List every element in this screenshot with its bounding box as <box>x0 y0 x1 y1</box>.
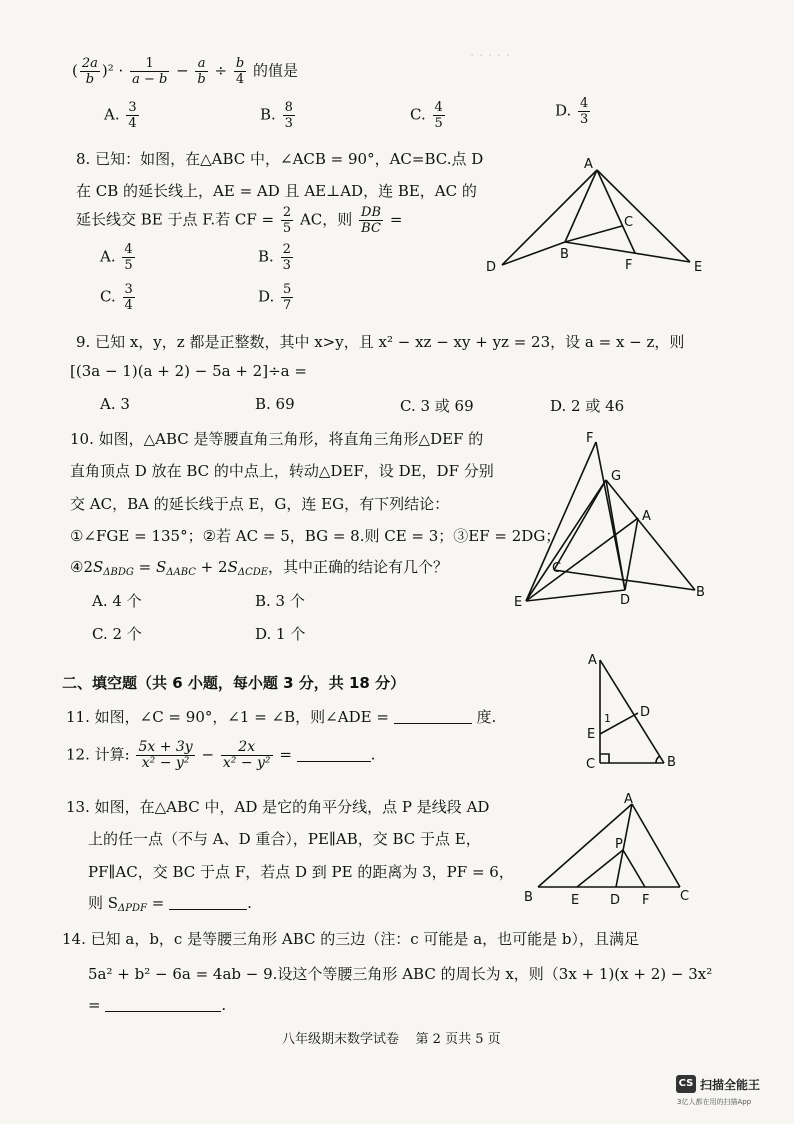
q13-answer-blank[interactable] <box>169 895 247 910</box>
q8-label-f: F <box>625 258 633 273</box>
q13-label-b: B <box>524 890 533 905</box>
q7-tail: 的值是 <box>252 61 298 80</box>
q11-label-c: C <box>586 757 596 772</box>
q13-label-a: A <box>624 792 633 807</box>
q8-option-b[interactable]: B. $\frac{2}{3}$ <box>258 242 291 273</box>
q10-label-g: G <box>611 469 622 484</box>
q13-label-p: P <box>615 837 623 852</box>
q10-label-b: B <box>696 585 705 600</box>
q9-line2: [(3a − 1)(a + 2) − 5a + 2]÷a = <box>70 362 307 380</box>
q8-figure <box>480 150 720 280</box>
q8-line3: 延长线交 BE 于点 F.若 CF = $\frac{2}{5}$ AC，则 $\frac{DB}{BC}$ = <box>76 205 403 236</box>
scanner-logo-icon: CS <box>676 1075 696 1093</box>
q11-label-a: A <box>588 653 597 668</box>
q7-option-d[interactable]: D. $\frac{4}{3}$ <box>555 96 589 127</box>
q10-label-a: A <box>642 509 651 524</box>
q14-answer-blank[interactable] <box>105 997 221 1012</box>
q8-option-a[interactable]: A. $\frac{4}{5}$ <box>100 242 133 273</box>
q10-line3: 交 AC，BA 的延长线于点 E，G，连 EG，有下列结论： <box>70 495 450 513</box>
q14-line3: = . <box>88 996 227 1014</box>
q9-option-d[interactable]: D. 2 或 46 <box>550 397 625 415</box>
q10-option-a[interactable]: A. 4 个 <box>92 592 142 610</box>
q10-label-e: E <box>514 595 523 610</box>
q8-line1: 8. 已知：如图，在△ABC 中，∠ACB = 90°，AC=BC.点 D <box>76 150 484 168</box>
q14-line2: 5a² + b² − 6a = 4ab − 9.设这个等腰三角形 ABC 的周长为 x，则（3x + 1)(x + 2) − 3x² <box>88 965 713 983</box>
q10-figure <box>508 430 708 610</box>
q11-label-e: E <box>587 727 596 742</box>
q8-label-b: B <box>560 247 569 262</box>
page-footer: 八年级期末数学试卷 第 2 页共 5 页 <box>282 1032 501 1047</box>
bleed-through-text: · · · · · <box>470 48 511 64</box>
q11-label-angle1: 1 <box>604 712 611 725</box>
q12-answer-blank[interactable] <box>297 747 371 762</box>
q8-label-d: D <box>486 260 497 275</box>
q13-label-f: F <box>642 893 650 908</box>
scanner-watermark-subtitle: 3亿人都在用的扫描App <box>677 1098 752 1106</box>
q10-option-b[interactable]: B. 3 个 <box>255 592 305 610</box>
section-2-title: 二、填空题（共 6 小题，每小题 3 分，共 18 分） <box>62 674 406 692</box>
q7-option-a[interactable]: A. $\frac{3}{4}$ <box>104 100 137 131</box>
scanner-watermark-title: 扫描全能王 <box>700 1078 761 1092</box>
q8-line2: 在 CB 的延长线上，AE = AD 且 AE⊥AD，连 BE，AC 的 <box>76 182 477 200</box>
q10-label-d: D <box>620 593 631 608</box>
q9-option-b[interactable]: B. 69 <box>255 395 295 413</box>
q8-option-c[interactable]: C. $\frac{3}{4}$ <box>100 282 133 313</box>
q10-label-f: F <box>586 431 594 446</box>
q9-option-c[interactable]: C. 3 或 69 <box>400 397 474 415</box>
q8-label-c: C <box>624 215 634 230</box>
q9-option-a[interactable]: A. 3 <box>100 395 130 413</box>
q11-label-b: B <box>667 755 676 770</box>
q13-label-d: D <box>610 893 621 908</box>
q13-line4: 则 $S_{\Delta PDF}$ = . <box>88 894 252 914</box>
q14-line1: 14. 已知 a，b，c 是等腰三角形 ABC 的三边（注：c 可能是 a，也可能是 b），且满足 <box>62 930 640 948</box>
q7-option-c[interactable]: C. $\frac{4}{5}$ <box>410 100 443 131</box>
q8-label-a: A <box>584 157 593 172</box>
q11-answer-blank[interactable] <box>394 709 472 724</box>
q7-expression: ( $\frac{2a}{b}$ )² · $\frac{1}{a - b}$ − $\frac{a}{b}$ ÷ $\frac{b}{4}$ 的值是 <box>72 56 298 87</box>
q10-line4: ①∠FGE = 135°；②若 AC = 5，BG = 8.则 CE = 3；③EF = 2DG； <box>70 527 561 545</box>
q13-line3: PF∥AC，交 BC 于点 F，若点 D 到 PE 的距离为 3，PF = 6， <box>88 863 514 881</box>
q13-line1: 13. 如图，在△ABC 中，AD 是它的角平分线，点 P 是线段 AD <box>66 798 490 816</box>
q10-line2: 直角顶点 D 放在 BC 的中点上，转动△DEF，设 DE，DF 分别 <box>70 462 494 480</box>
q11-text: 11. 如图，∠C = 90°，∠1 = ∠B，则∠ADE = 度. <box>66 708 497 726</box>
q11-label-d: D <box>640 705 651 720</box>
q9-line1: 9. 已知 x，y，z 都是正整数，其中 x>y，且 x² − xz − xy + yz = 23，设 a = x − z，则 <box>76 333 685 351</box>
q8-label-e: E <box>694 260 703 275</box>
q10-line1: 10. 如图，△ABC 是等腰直角三角形，将直角三角形△DEF 的 <box>70 430 484 448</box>
q11-figure <box>580 648 690 772</box>
q13-line2: 上的任一点（不与 A、D 重合），PE∥AB，交 BC 于点 E， <box>88 830 481 848</box>
q10-option-d[interactable]: D. 1 个 <box>255 625 306 643</box>
q8-option-d[interactable]: D. $\frac{5}{7}$ <box>258 282 292 313</box>
q13-label-c: C <box>680 889 690 904</box>
q13-figure <box>520 788 700 910</box>
q10-line5: $④2S_{\Delta BDG} = S_{\Delta ABC} + 2S_{\Delta CDE}$，其中正确的结论有几个？ <box>70 558 449 578</box>
q10-label-c: C <box>552 561 562 576</box>
q13-label-e: E <box>571 893 580 908</box>
q7-option-b[interactable]: B. $\frac{8}{3}$ <box>260 100 293 131</box>
q10-option-c[interactable]: C. 2 个 <box>92 625 142 643</box>
q12-expression: 12. 计算: $\frac{5x + 3y}{\text{x² − y²}}$ − $\frac{2x}{\text{x² − y²}}$ = . <box>66 739 376 771</box>
